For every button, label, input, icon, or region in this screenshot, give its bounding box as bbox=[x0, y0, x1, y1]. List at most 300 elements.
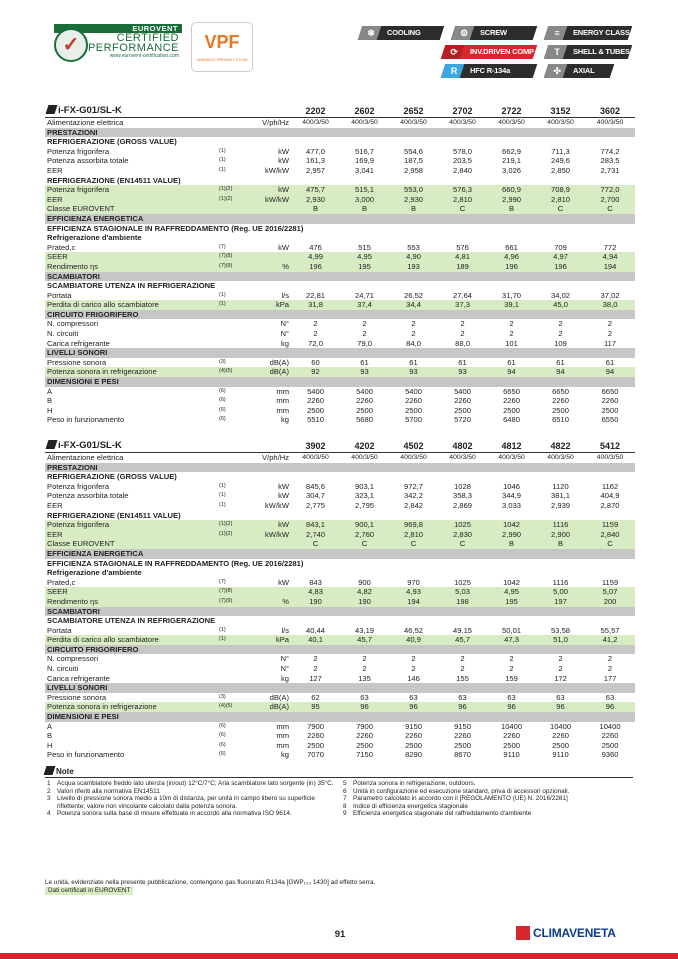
table-row bbox=[45, 635, 635, 645]
cell-value: 400/3/50 bbox=[302, 119, 329, 126]
cell-value: 2,810 bbox=[389, 530, 438, 540]
model-number: 4822 bbox=[536, 440, 585, 453]
cell-value: 2260 bbox=[356, 396, 373, 406]
cell-value: 197 bbox=[536, 597, 585, 607]
note-item bbox=[45, 780, 335, 788]
row-unit: kW bbox=[278, 156, 290, 166]
section-header-row bbox=[45, 348, 635, 358]
cell-value: 476 bbox=[309, 242, 322, 252]
cell-value: 515,1 bbox=[340, 185, 389, 195]
row-unit: kg bbox=[281, 415, 290, 425]
section-header-row bbox=[45, 214, 635, 224]
row-label: N. circuiti bbox=[47, 329, 79, 339]
cell-value: 198 bbox=[438, 597, 487, 607]
cell-value: 381,1 bbox=[551, 491, 571, 501]
cell-value: 553 bbox=[407, 242, 420, 252]
cell-value: 2 bbox=[411, 654, 416, 664]
row-label: B bbox=[47, 731, 53, 741]
cell-value: 2 bbox=[362, 319, 367, 329]
note-item bbox=[45, 795, 335, 810]
cell-value: B bbox=[340, 204, 389, 214]
cell-value: 4,94 bbox=[585, 252, 635, 262]
section-marker-icon bbox=[46, 440, 58, 449]
cell-value: 96 bbox=[438, 702, 487, 712]
cell-value: 4,97 bbox=[536, 252, 585, 262]
row-label: Alimentazione elettrica bbox=[47, 453, 124, 462]
row-unit: mm bbox=[276, 396, 290, 406]
row-note-ref bbox=[217, 204, 249, 214]
cell-value: 46,52 bbox=[404, 625, 424, 635]
row-unit: l/s bbox=[281, 290, 290, 300]
table-title: i-FX-G01/SL-K bbox=[45, 105, 291, 118]
cell-value: 2,900 bbox=[536, 530, 585, 540]
cell-value: 845,6 bbox=[306, 481, 326, 491]
row-unit: kg bbox=[281, 338, 290, 348]
cell-value: 40,1 bbox=[291, 635, 340, 645]
cell-value: 94 bbox=[585, 367, 635, 377]
cell-value: 2,842 bbox=[404, 500, 424, 510]
cell-value: 63 bbox=[360, 692, 369, 702]
row-note-ref: (7)(8) bbox=[217, 587, 249, 597]
cell-value: C bbox=[438, 204, 487, 214]
cell-value: 2 bbox=[509, 319, 514, 329]
cell-value: 95 bbox=[291, 702, 340, 712]
row-label: Potenza frigorifera bbox=[45, 185, 217, 195]
tag-shell-tubes: T SHELL & TUBES bbox=[544, 45, 633, 59]
cell-value: 8670 bbox=[454, 750, 471, 760]
tag-refrigerant: R HFC R-134a bbox=[441, 64, 538, 78]
cell-value: 146 bbox=[407, 673, 420, 683]
row-note-ref: (6) bbox=[219, 406, 226, 413]
notes-section bbox=[45, 766, 633, 818]
table-row bbox=[45, 367, 635, 377]
cell-value: 4,90 bbox=[389, 252, 438, 262]
cell-value: 2,731 bbox=[600, 165, 620, 175]
cell-value: 400/3/50 bbox=[547, 119, 574, 126]
cell-value: 5700 bbox=[405, 415, 422, 425]
cell-value: 2 bbox=[362, 329, 367, 339]
model-number: 2722 bbox=[487, 105, 536, 118]
shell-tubes-icon: T bbox=[554, 47, 560, 57]
cell-value: 40,44 bbox=[306, 625, 326, 635]
table-row bbox=[45, 674, 635, 684]
cell-value: 1162 bbox=[601, 481, 619, 491]
table-row bbox=[45, 530, 635, 540]
row-note-ref bbox=[217, 664, 249, 674]
cell-value: 61 bbox=[409, 357, 418, 367]
cell-value: B bbox=[487, 204, 536, 214]
cell-value: 96 bbox=[536, 702, 585, 712]
cell-value: 2,958 bbox=[404, 165, 424, 175]
cell-value: 196 bbox=[536, 262, 585, 272]
row-note-ref: (1) bbox=[217, 635, 249, 645]
row-unit: V/ph/Hz bbox=[262, 453, 290, 462]
cell-value: 43,19 bbox=[355, 625, 375, 635]
cell-value: 358,3 bbox=[453, 491, 473, 501]
cell-value: 195 bbox=[340, 262, 389, 272]
cell-value: 1042 bbox=[487, 520, 536, 530]
row-note-ref: (7)(9) bbox=[217, 597, 249, 607]
row-note-ref: (6) bbox=[219, 397, 226, 404]
note-text: Unità in configurazione ed esecuzione standard, priva di accessori opzionali. bbox=[353, 787, 570, 795]
note-item bbox=[341, 795, 631, 803]
cell-value: 135 bbox=[358, 673, 371, 683]
cell-value: 61 bbox=[507, 357, 516, 367]
cell-value: 34,4 bbox=[389, 300, 438, 310]
table-row bbox=[45, 406, 635, 416]
cell-value: 63 bbox=[409, 692, 418, 702]
cell-value: 283,5 bbox=[600, 156, 620, 166]
cell-value: 400/3/50 bbox=[449, 454, 476, 461]
cell-value: B bbox=[536, 539, 585, 549]
tag-axial: ✣ AXIAL bbox=[544, 64, 615, 78]
cell-value: 843 bbox=[309, 577, 322, 587]
cell-value: C bbox=[536, 204, 585, 214]
table-row bbox=[45, 243, 635, 253]
tag-inverter: ⟳ INV.DRIVEN COMP bbox=[441, 45, 538, 59]
row-unit: kW bbox=[249, 185, 291, 195]
cell-value: 60 bbox=[311, 357, 320, 367]
subsection-row bbox=[45, 137, 635, 147]
snowflake-icon: ❄ bbox=[367, 28, 375, 38]
cell-value: 10400 bbox=[500, 721, 523, 731]
row-label: Portata bbox=[47, 290, 72, 300]
row-unit bbox=[249, 204, 291, 214]
table-row bbox=[45, 166, 635, 176]
row-unit bbox=[249, 539, 291, 549]
notes-footer bbox=[45, 879, 375, 895]
cell-value: 2500 bbox=[503, 740, 520, 750]
cell-value: 93 bbox=[438, 367, 487, 377]
subsection-row bbox=[45, 472, 635, 482]
row-unit: mm bbox=[276, 386, 290, 396]
cell-value: 194 bbox=[585, 262, 635, 272]
note-number: 5 bbox=[343, 780, 347, 787]
table-row bbox=[45, 501, 635, 511]
cell-value: 2,990 bbox=[487, 195, 536, 205]
cell-value: 63 bbox=[507, 692, 516, 702]
cell-value: 2500 bbox=[307, 740, 324, 750]
subsection-title: REFRIGERAZIONE (GROSS VALUE) bbox=[47, 137, 177, 147]
cell-value: 22,81 bbox=[306, 290, 326, 300]
cell-value: B bbox=[291, 204, 340, 214]
cell-value: 2 bbox=[411, 319, 416, 329]
note-text: Efficienza energetica stagionale del raffreddamento d'ambiente bbox=[353, 810, 532, 818]
table-row bbox=[45, 262, 635, 272]
table-row bbox=[45, 491, 635, 501]
cell-value: 2 bbox=[558, 664, 563, 674]
model-number: 3152 bbox=[536, 105, 585, 118]
row-unit: kW/kW bbox=[249, 530, 291, 540]
row-note-ref: (1) bbox=[219, 157, 226, 164]
cell-value: 2260 bbox=[503, 731, 520, 741]
gas-disclaimer: Le unità, evidenziate nella presente pubblicazione, contengono gas fluorurato R134a [GWP₁₀₀ 1430] ad effetto serra. bbox=[45, 879, 376, 886]
row-unit: mm bbox=[276, 740, 290, 750]
table-row bbox=[45, 118, 635, 128]
cell-value: C bbox=[389, 539, 438, 549]
cell-value: 2260 bbox=[405, 396, 422, 406]
row-unit: dB(A) bbox=[249, 367, 291, 377]
table-row bbox=[45, 396, 635, 406]
cell-value: 400/3/50 bbox=[498, 119, 525, 126]
cell-value: 972,7 bbox=[404, 481, 424, 491]
cell-value: 6650 bbox=[552, 386, 569, 396]
note-number: 3 bbox=[47, 795, 51, 803]
note-number: 8 bbox=[343, 802, 347, 810]
cell-value: 2500 bbox=[503, 405, 520, 415]
row-note-ref: (6) bbox=[219, 732, 226, 739]
cell-value: 2 bbox=[460, 319, 465, 329]
row-note-ref: (1) bbox=[219, 482, 226, 489]
cell-value: 4,83 bbox=[291, 587, 340, 597]
row-label: Prated,c bbox=[47, 577, 76, 587]
cell-value: 772 bbox=[603, 242, 617, 252]
table-row bbox=[45, 204, 635, 214]
cell-value: C bbox=[585, 539, 635, 549]
cell-value: 2500 bbox=[601, 740, 619, 750]
cell-value: 900,1 bbox=[340, 520, 389, 530]
row-unit: kW bbox=[249, 520, 291, 530]
cell-value: 49,15 bbox=[453, 625, 473, 635]
cell-value: 249,6 bbox=[551, 156, 571, 166]
cell-value: 190 bbox=[291, 597, 340, 607]
row-note-ref bbox=[217, 319, 249, 329]
note-number: 9 bbox=[343, 810, 347, 818]
cell-value: 5,07 bbox=[585, 587, 635, 597]
cell-value: 195 bbox=[487, 597, 536, 607]
cell-value: 2 bbox=[558, 329, 563, 339]
cell-value: 2,700 bbox=[585, 195, 635, 205]
note-item bbox=[45, 788, 335, 796]
section-header-row bbox=[45, 310, 635, 320]
row-label: Potenza frigorifera bbox=[47, 481, 110, 491]
cell-value: 2,840 bbox=[453, 165, 473, 175]
cell-value: 516,7 bbox=[355, 146, 375, 156]
subsection-row bbox=[45, 233, 635, 243]
cell-value: B bbox=[389, 204, 438, 214]
model-header-row bbox=[45, 105, 635, 118]
eurovent-certified: CERTIFIED bbox=[116, 32, 179, 44]
cell-value: 27,64 bbox=[453, 290, 473, 300]
cell-value: 9110 bbox=[552, 750, 569, 760]
cell-value: 203,5 bbox=[453, 156, 473, 166]
cell-value: 4,96 bbox=[487, 252, 536, 262]
row-label: Potenza frigorifera bbox=[47, 146, 110, 156]
note-number: 6 bbox=[343, 787, 347, 795]
cell-value: 2,930 bbox=[291, 195, 340, 205]
cell-value: 6550 bbox=[601, 415, 619, 425]
climaveneta-logo-icon bbox=[516, 926, 530, 940]
cell-value: 515 bbox=[358, 242, 371, 252]
section-title: DIMENSIONI E PESI bbox=[45, 377, 635, 387]
cell-value: 2 bbox=[509, 654, 514, 664]
subsection-row bbox=[45, 568, 635, 578]
cell-value: 4,99 bbox=[291, 252, 340, 262]
cell-value: 161,3 bbox=[306, 156, 326, 166]
note-text: Livello di pressione sonora medio a 10m di distanza, per unità in campo libero su superficie riflettente; valore non vincolante calcolato dalla potenza sonora. bbox=[57, 795, 315, 810]
cell-value: 2,850 bbox=[551, 165, 571, 175]
cell-value: 109 bbox=[554, 338, 567, 348]
row-note-ref: (6) bbox=[219, 722, 226, 729]
cell-value: 969,8 bbox=[389, 520, 438, 530]
row-unit: N° bbox=[280, 654, 290, 664]
cell-value: 10400 bbox=[549, 721, 572, 731]
row-note-ref: (6) bbox=[219, 751, 226, 758]
row-note-ref: (6) bbox=[219, 741, 226, 748]
note-text: Parametro calcolato in accordo con il [REGOLAMENTO (UE) N. 2016/2281] bbox=[353, 795, 568, 803]
cell-value: 101 bbox=[505, 338, 518, 348]
row-label: N. compressori bbox=[47, 654, 99, 664]
row-unit: % bbox=[249, 597, 291, 607]
cell-value: 3,026 bbox=[502, 165, 522, 175]
page-number: 91 bbox=[334, 929, 346, 940]
cell-value: 400/3/50 bbox=[400, 454, 427, 461]
section-marker-icon bbox=[44, 766, 56, 775]
screw-icon: ⚙ bbox=[460, 28, 468, 38]
table-row bbox=[45, 539, 635, 549]
table-row bbox=[45, 453, 635, 463]
row-label: Classe EUROVENT bbox=[45, 204, 217, 214]
model-number: 4812 bbox=[487, 440, 536, 453]
cell-value: 219,1 bbox=[502, 156, 522, 166]
section-header-row bbox=[45, 712, 635, 722]
energy-icon: ≡ bbox=[554, 28, 560, 38]
row-note-ref bbox=[217, 453, 249, 463]
cell-value: 2 bbox=[509, 329, 514, 339]
inverter-icon: ⟳ bbox=[450, 47, 458, 57]
subsection-row bbox=[45, 224, 635, 234]
row-unit: kW bbox=[278, 146, 290, 156]
model-number: 3902 bbox=[291, 440, 340, 453]
cell-value: 2500 bbox=[454, 740, 471, 750]
row-label: EER bbox=[45, 530, 217, 540]
cell-value: 2 bbox=[362, 654, 367, 664]
row-label: Potenza sonora in refrigerazione bbox=[45, 367, 217, 377]
cell-value: 400/3/50 bbox=[351, 119, 378, 126]
cell-value: 1042 bbox=[503, 577, 520, 587]
table-row bbox=[45, 597, 635, 607]
row-note-ref: (4)(5) bbox=[217, 367, 249, 377]
cell-value: 26,52 bbox=[404, 290, 424, 300]
cell-value: 34,02 bbox=[551, 290, 571, 300]
cell-value: 9110 bbox=[503, 750, 520, 760]
row-unit: dB(A) bbox=[269, 692, 290, 702]
cell-value: 3,041 bbox=[355, 165, 375, 175]
row-note-ref: (1)(2) bbox=[217, 520, 249, 530]
cell-value: 169,9 bbox=[355, 156, 375, 166]
cell-value: 711,3 bbox=[551, 146, 570, 156]
cell-value: 2 bbox=[411, 664, 416, 674]
refrigerant-icon: R bbox=[450, 66, 458, 76]
cell-value: 2 bbox=[509, 664, 514, 674]
cell-value: B bbox=[487, 539, 536, 549]
eurovent-logo bbox=[54, 24, 182, 68]
model-number: 2702 bbox=[438, 105, 487, 118]
cell-value: 55,57 bbox=[600, 625, 620, 635]
cell-value: 177 bbox=[603, 673, 617, 683]
cell-value: 400/3/50 bbox=[449, 119, 476, 126]
cell-value: 159 bbox=[505, 673, 518, 683]
cell-value: 2,990 bbox=[487, 530, 536, 540]
row-note-ref: (6) bbox=[219, 416, 226, 423]
row-label: Portata bbox=[47, 625, 72, 635]
cell-value: 342,2 bbox=[404, 491, 424, 501]
subsection-title: EFFICIENZA STAGIONALE IN RAFFREDDAMENTO (Reg. UE 2016/2281) bbox=[47, 558, 304, 568]
row-label: B bbox=[47, 396, 53, 406]
row-label: A bbox=[47, 386, 53, 396]
cell-value: C bbox=[438, 539, 487, 549]
cell-value: 8290 bbox=[405, 750, 422, 760]
row-label: EER bbox=[47, 500, 63, 510]
tag-energy-class: ≡ ENERGY CLASS bbox=[544, 26, 633, 40]
cell-value: 2 bbox=[607, 319, 613, 329]
cell-value: 2260 bbox=[356, 731, 373, 741]
note-number: 1 bbox=[47, 780, 51, 787]
section-header-row bbox=[45, 128, 635, 138]
cell-value: 50,01 bbox=[502, 625, 522, 635]
cell-value: 2 bbox=[313, 329, 318, 339]
cell-value: 172 bbox=[554, 673, 567, 683]
cell-value: 6650 bbox=[601, 386, 619, 396]
cell-value: 4,93 bbox=[389, 587, 438, 597]
table-row bbox=[45, 319, 635, 329]
cell-value: 5720 bbox=[454, 415, 471, 425]
cell-value: 2,957 bbox=[306, 165, 326, 175]
subsection-row bbox=[45, 559, 635, 569]
subsection-row bbox=[45, 616, 635, 626]
cell-value: 61 bbox=[360, 357, 369, 367]
section-title: EFFICIENZA ENERGETICA bbox=[45, 549, 635, 559]
section-title: EFFICIENZA ENERGETICA bbox=[45, 214, 635, 224]
cell-value: 709 bbox=[554, 242, 567, 252]
row-label: Carica refrigerante bbox=[47, 673, 110, 683]
cell-value: 4,81 bbox=[438, 252, 487, 262]
cell-value: 2500 bbox=[356, 740, 373, 750]
cell-value: 79,0 bbox=[357, 338, 372, 348]
section-header-row bbox=[45, 645, 635, 655]
row-note-ref: (7) bbox=[219, 578, 226, 585]
cell-value: 2260 bbox=[503, 396, 520, 406]
cell-value: 2 bbox=[313, 664, 318, 674]
row-note-ref: (1) bbox=[217, 300, 249, 310]
cell-value: 51,0 bbox=[536, 635, 585, 645]
cell-value: 31,70 bbox=[502, 290, 522, 300]
tag-cooling: ❄ COOLING bbox=[358, 26, 445, 40]
cell-value: 578,0 bbox=[453, 146, 473, 156]
cell-value: 93 bbox=[340, 367, 389, 377]
cell-value: 2 bbox=[411, 329, 416, 339]
cell-value: 5,03 bbox=[438, 587, 487, 597]
certified-legend: Dati certificati in EUROVENT bbox=[45, 887, 133, 895]
cell-value: 843,1 bbox=[291, 520, 340, 530]
subsection-row bbox=[45, 511, 635, 521]
row-note-ref: (7)(9) bbox=[217, 262, 249, 272]
row-note-ref: (1) bbox=[219, 147, 226, 154]
row-unit: kg bbox=[281, 750, 290, 760]
cell-value: 2,760 bbox=[340, 530, 389, 540]
section-title: SCAMBIATORI bbox=[45, 607, 635, 617]
cell-value: 2,870 bbox=[600, 500, 620, 510]
row-unit: kPa bbox=[249, 635, 291, 645]
cell-value: 553,0 bbox=[389, 185, 438, 195]
cell-value: 2260 bbox=[552, 396, 569, 406]
cell-value: 63 bbox=[605, 692, 615, 702]
vpf-logo bbox=[191, 22, 253, 72]
cell-value: 72,0 bbox=[308, 338, 323, 348]
cell-value: 2500 bbox=[356, 405, 373, 415]
row-note-ref: (1) bbox=[219, 492, 226, 499]
vpf-logo-subtitle: VARIABLE PRIMARY FLOW bbox=[196, 57, 248, 62]
